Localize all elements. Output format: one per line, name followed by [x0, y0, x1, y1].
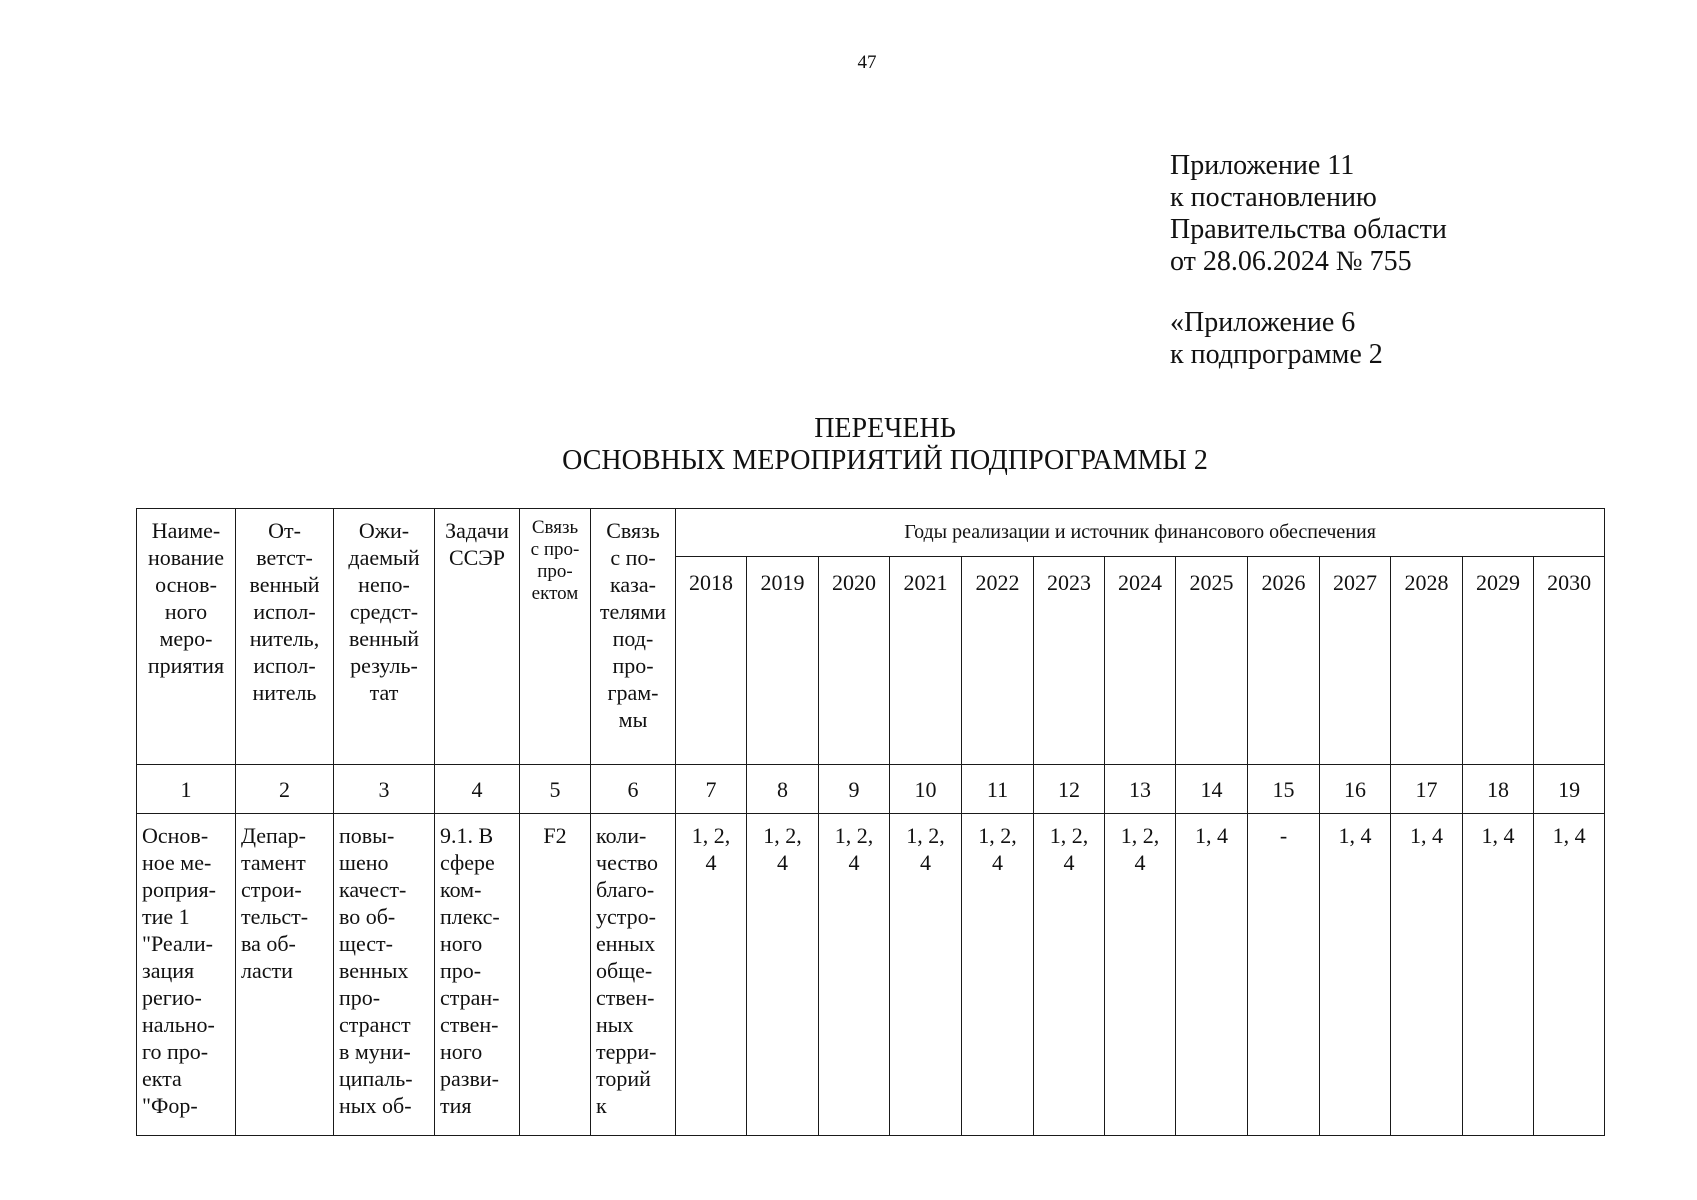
cell-measure-name: Основ- ное ме- роприя- тие 1 "Реали- зация регио- нально- го про- екта "Фор-: [137, 814, 236, 1136]
header-tasks: Задачи ССЭР: [435, 509, 520, 765]
header-year: 2019: [747, 557, 819, 765]
sub-appendix-line: «Приложение 6: [1170, 307, 1356, 338]
column-number: 2: [236, 765, 334, 814]
cell-year-source: 1, 4: [1176, 814, 1248, 1136]
column-number: 9: [819, 765, 890, 814]
header-year: 2023: [1034, 557, 1105, 765]
header-year: 2029: [1463, 557, 1534, 765]
measures-table: [136, 508, 1605, 1136]
header-name: Наиме- нование основ- ного меро- приятия: [137, 509, 236, 765]
column-number: 7: [676, 765, 747, 814]
cell-year-source: 1, 2, 4: [676, 814, 747, 1136]
header-year: 2030: [1534, 557, 1605, 765]
column-number: 5: [520, 765, 591, 814]
cell-year-source: 1, 4: [1391, 814, 1463, 1136]
header-project-link: Связь с про- про- ектом: [520, 509, 591, 765]
cell-year-source: -: [1248, 814, 1320, 1136]
column-number: 8: [747, 765, 819, 814]
document-title: [0, 413, 1697, 477]
appendix-line: Приложение 11: [1170, 150, 1355, 181]
cell-year-source: 1, 2, 4: [962, 814, 1034, 1136]
page-number: 47: [857, 52, 877, 73]
header-year: 2022: [962, 557, 1034, 765]
cell-year-source: 1, 4: [1320, 814, 1391, 1136]
column-number: 19: [1534, 765, 1605, 814]
header-year: 2021: [890, 557, 962, 765]
title-line-2: ОСНОВНЫХ МЕРОПРИЯТИЙ ПОДПРОГРАММЫ 2: [562, 445, 1208, 476]
cell-indicator: коли- чество благо- устро- енных обще- ствен- ных терри- торий к: [591, 814, 676, 1136]
column-number-row: [137, 765, 1605, 814]
appendix-line: от 28.06.2024 № 755: [1170, 246, 1412, 277]
header-year: 2026: [1248, 557, 1320, 765]
column-number: 15: [1248, 765, 1320, 814]
cell-year-source: 1, 2, 4: [890, 814, 962, 1136]
cell-expected-result: повы- шено качест- во об- щест- венных про- странст в муни- ципаль- ных об-: [334, 814, 435, 1136]
header-year: 2027: [1320, 557, 1391, 765]
header-year: 2020: [819, 557, 890, 765]
sub-appendix-line: к подпрограмме 2: [1170, 339, 1383, 370]
cell-year-source: 1, 2, 4: [1105, 814, 1176, 1136]
appendix-line: Правительства области: [1170, 214, 1447, 245]
column-number: 13: [1105, 765, 1176, 814]
column-number: 17: [1391, 765, 1463, 814]
header-year: 2025: [1176, 557, 1248, 765]
column-number: 3: [334, 765, 435, 814]
header-executor: От- ветст- венный испол- нитель, испол- нитель: [236, 509, 334, 765]
header-year: 2018: [676, 557, 747, 765]
cell-year-source: 1, 2, 4: [747, 814, 819, 1136]
header-year: 2024: [1105, 557, 1176, 765]
appendix-line: к постановлению: [1170, 182, 1377, 213]
column-number: 16: [1320, 765, 1391, 814]
column-number: 18: [1463, 765, 1534, 814]
header-year: 2028: [1391, 557, 1463, 765]
table-row: [137, 814, 1605, 1136]
header-result: Ожи- даемый непо- средст- венный резуль- тат: [334, 509, 435, 765]
column-number: 14: [1176, 765, 1248, 814]
header-years-group: Годы реализации и источник финансового обеспечения: [676, 509, 1605, 557]
column-number: 6: [591, 765, 676, 814]
column-number: 1: [137, 765, 236, 814]
appendix-block: [1170, 150, 1447, 371]
cell-year-source: 1, 2, 4: [819, 814, 890, 1136]
title-line-1: ПЕРЕЧЕНЬ: [814, 413, 956, 444]
cell-year-source: 1, 4: [1463, 814, 1534, 1136]
cell-year-source: 1, 2, 4: [1034, 814, 1105, 1136]
column-number: 4: [435, 765, 520, 814]
cell-project-link: F2: [520, 814, 591, 1136]
column-number: 10: [890, 765, 962, 814]
cell-year-source: 1, 4: [1534, 814, 1605, 1136]
column-number: 11: [962, 765, 1034, 814]
header-indicator-link: Связь с по- каза- телями под- про- грам- мы: [591, 509, 676, 765]
column-number: 12: [1034, 765, 1105, 814]
cell-task: 9.1. В сфере ком- плекс- ного про- стран- ствен- ного разви- тия: [435, 814, 520, 1136]
cell-executor: Депар- тамент строи- тельст- ва об- ласти: [236, 814, 334, 1136]
